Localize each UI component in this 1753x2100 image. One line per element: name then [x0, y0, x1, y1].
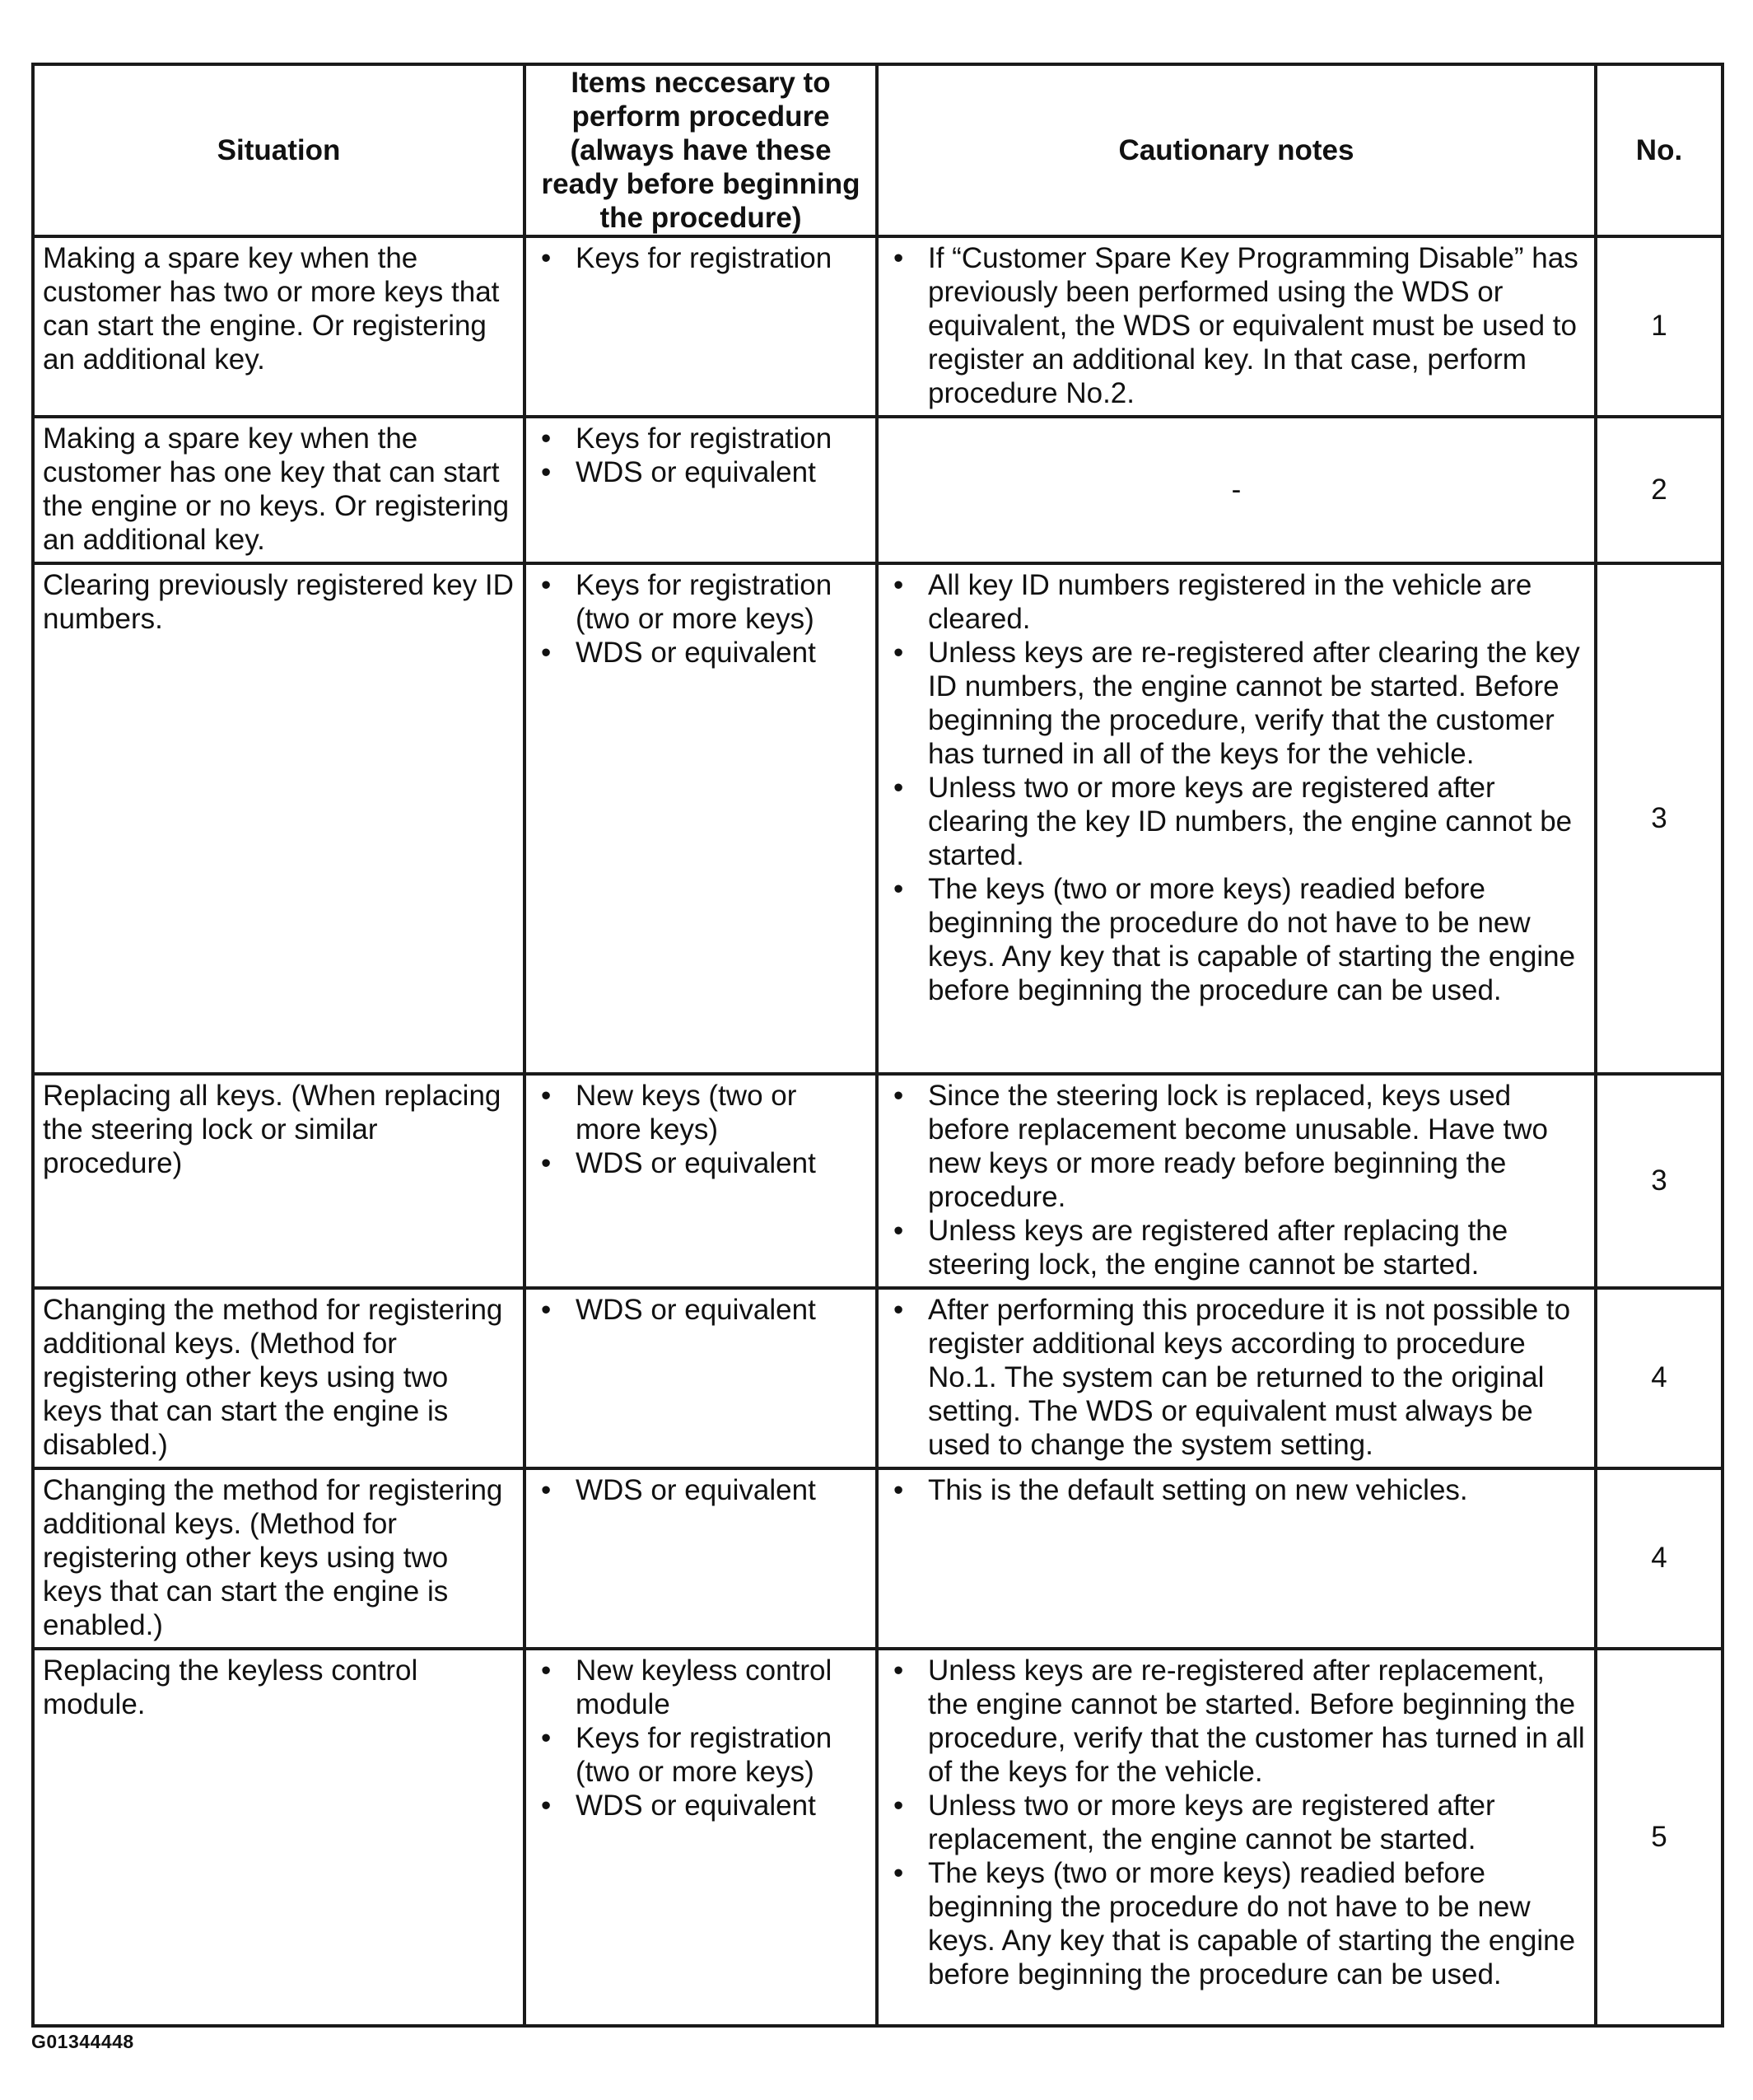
list-item: • All key ID numbers registered in the vehicle are cleared. [887, 568, 1586, 636]
items-list [534, 422, 867, 489]
items-cell [525, 563, 877, 1074]
table-row [33, 1074, 1723, 1288]
items-cell [525, 417, 877, 563]
items-list [534, 1473, 867, 1507]
list-item: • WDS or equivalent [534, 636, 867, 670]
items-list [534, 241, 867, 275]
items-list [534, 1654, 867, 1822]
items-cell [525, 236, 877, 417]
procedure-number: 4 [1596, 1288, 1723, 1468]
list-item: • The keys (two or more keys) readied before beginning the procedure do not have to be new keys. Any key that is capable of starting the engine before beginning the procedure can be used. [887, 1856, 1586, 1991]
items-cell [525, 1288, 877, 1468]
procedure-number: 2 [1596, 417, 1723, 563]
items-list [534, 1293, 867, 1327]
list-item: • Keys for registration (two or more keys) [534, 1721, 867, 1789]
items-cell [525, 1649, 877, 2026]
table-row [33, 1468, 1723, 1649]
header-row [33, 64, 1723, 236]
notes-list [887, 1654, 1586, 1991]
list-item: • WDS or equivalent [534, 1789, 867, 1822]
notes-list [887, 1293, 1586, 1462]
list-item: • Unless keys are re-registered after replacement, the engine cannot be started. Before beginning the procedure, verify that the customer has turned in all of the keys for the vehicle. [887, 1654, 1586, 1789]
notes-cell [877, 1649, 1596, 2026]
table-row [33, 1288, 1723, 1468]
header-situation: Situation [33, 64, 525, 236]
situation-cell: Making a spare key when the customer has one key that can start the engine or no keys. Or registering an additional key. [33, 417, 525, 563]
notes-cell: - [877, 417, 1596, 563]
list-item: • Keys for registration [534, 241, 867, 275]
notes-list [887, 241, 1586, 410]
situation-cell: Changing the method for registering additional keys. (Method for registering other keys using two keys that can start the engine is disabled.) [33, 1288, 525, 1468]
figure-id-label: G01344448 [31, 2031, 134, 2052]
notes-cell [877, 1468, 1596, 1649]
table-row [33, 236, 1723, 417]
list-item: • After performing this procedure it is not possible to register additional keys according to procedure No.1. The system can be returned to the original setting. The WDS or equivalent must always be used to change the system setting. [887, 1293, 1586, 1462]
items-list [534, 1079, 867, 1180]
list-item: • Unless two or more keys are registered after clearing the key ID numbers, the engine cannot be started. [887, 771, 1586, 872]
notes-cell [877, 236, 1596, 417]
situation-cell: Replacing all keys. (When replacing the steering lock or similar procedure) [33, 1074, 525, 1288]
procedure-number: 4 [1596, 1468, 1723, 1649]
procedure-table [31, 63, 1724, 2028]
list-item: • WDS or equivalent [534, 1293, 867, 1327]
list-item: • If “Customer Spare Key Programming Disable” has previously been performed using the WDS or equivalent, the WDS or equivalent must be used to register an additional key. In that case, perform procedure No.2. [887, 241, 1586, 410]
situation-cell: Clearing previously registered key ID numbers. [33, 563, 525, 1074]
items-cell [525, 1074, 877, 1288]
procedure-number: 3 [1596, 1074, 1723, 1288]
header-items: Items neccesary to perform procedure (always have these ready before beginning the procedure) [525, 64, 877, 236]
list-item: • WDS or equivalent [534, 1146, 867, 1180]
list-item: • Unless keys are re-registered after clearing the key ID numbers, the engine cannot be started. Before beginning the procedure, verify that the customer has turned in all of the keys for the vehicle. [887, 636, 1586, 771]
items-list [534, 568, 867, 670]
list-item: • New keys (two or more keys) [534, 1079, 867, 1146]
list-item: • Keys for registration [534, 422, 867, 455]
list-item: • Since the steering lock is replaced, keys used before replacement become unusable. Have two new keys or more ready before beginning the procedure. [887, 1079, 1586, 1214]
list-item: • Unless two or more keys are registered after replacement, the engine cannot be started. [887, 1789, 1586, 1856]
header-cautionary-notes: Cautionary notes [877, 64, 1596, 236]
table-row [33, 563, 1723, 1074]
items-cell [525, 1468, 877, 1649]
notes-cell [877, 563, 1596, 1074]
list-item: • Unless keys are registered after replacing the steering lock, the engine cannot be started. [887, 1214, 1586, 1281]
procedure-number: 1 [1596, 236, 1723, 417]
list-item: • Keys for registration (two or more keys) [534, 568, 867, 636]
notes-list [887, 568, 1586, 1007]
table-row [33, 417, 1723, 563]
situation-cell: Replacing the keyless control module. [33, 1649, 525, 2026]
procedure-number: 3 [1596, 563, 1723, 1074]
notes-cell [877, 1074, 1596, 1288]
table-row [33, 1649, 1723, 2026]
notes-list [887, 1473, 1586, 1507]
procedure-number: 5 [1596, 1649, 1723, 2026]
list-item: • WDS or equivalent [534, 455, 867, 489]
header-number: No. [1596, 64, 1723, 236]
list-item: • WDS or equivalent [534, 1473, 867, 1507]
notes-list [887, 1079, 1586, 1281]
list-item: • New keyless control module [534, 1654, 867, 1721]
situation-cell: Changing the method for registering additional keys. (Method for registering other keys using two keys that can start the engine is enabled.) [33, 1468, 525, 1649]
situation-cell: Making a spare key when the customer has two or more keys that can start the engine. Or registering an additional key. [33, 236, 525, 417]
list-item: • The keys (two or more keys) readied before beginning the procedure do not have to be new keys. Any key that is capable of starting the engine before beginning the procedure can be used. [887, 872, 1586, 1007]
list-item: • This is the default setting on new vehicles. [887, 1473, 1586, 1507]
notes-cell [877, 1288, 1596, 1468]
